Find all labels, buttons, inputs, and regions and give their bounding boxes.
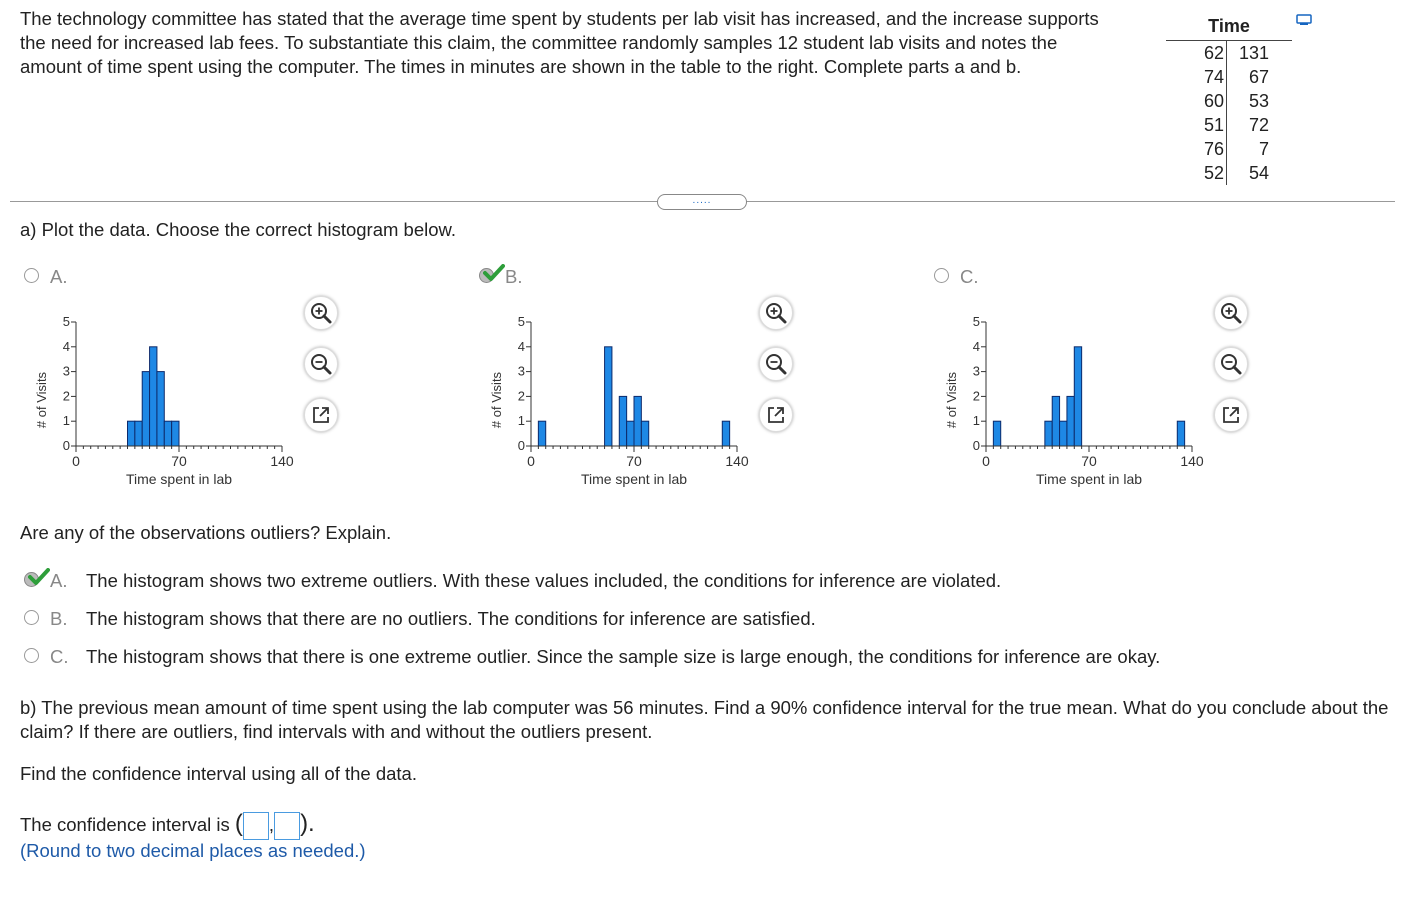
y-tick-label: 5 xyxy=(62,314,70,329)
x-tick-label: 70 xyxy=(1081,453,1097,469)
data-table xyxy=(1166,14,1292,185)
zoom-in-icon xyxy=(760,297,792,329)
zoom-out-button[interactable] xyxy=(759,347,793,381)
part-b-subprompt: Find the confidence interval using all of the data. xyxy=(20,763,417,784)
correct-check-icon xyxy=(28,568,50,586)
data-cell: 54 xyxy=(1248,163,1269,183)
data-cell: 76 xyxy=(1203,139,1224,159)
x-axis-label: Time spent in lab xyxy=(125,471,233,487)
expand-button[interactable] xyxy=(304,398,338,432)
outlier-option-text[interactable]: The histogram shows that there is one extreme outlier. Since the sample size is large enough, the conditions for inference are okay. xyxy=(86,646,1161,667)
histogram-bar xyxy=(142,372,149,446)
x-tick-label: 70 xyxy=(171,453,187,469)
y-tick-label: 0 xyxy=(517,438,525,453)
y-axis-label: # of Visits xyxy=(489,371,504,429)
y-tick-label: 2 xyxy=(972,388,980,404)
zoom-in-icon xyxy=(305,297,337,329)
outlier-option-text[interactable]: The histogram shows that there are no outliers. The conditions for inference are satisfied. xyxy=(86,608,816,629)
x-axis-label: Time spent in lab xyxy=(580,471,688,487)
histogram-bar xyxy=(722,421,729,446)
histogram-bar xyxy=(641,421,648,446)
histogram-chart xyxy=(485,310,765,495)
ci-answer-row xyxy=(20,809,315,839)
expand-icon xyxy=(760,399,792,431)
ci-close-paren: ). xyxy=(300,810,315,837)
part-b-prompt: b) The previous mean amount of time spent using the lab computer was 56 minutes. Find a 90% confidence interval for the true mean. What do you conclude about the claim? If there are outliers, find intervals with and without the outliers present. xyxy=(20,697,1389,742)
data-cell: 51 xyxy=(1203,115,1224,135)
expand-more-button[interactable]: ..... xyxy=(657,194,747,210)
data-cell: 131 xyxy=(1238,43,1269,63)
data-cell: 60 xyxy=(1203,91,1224,111)
x-tick-label: 0 xyxy=(982,453,990,469)
histogram-chart xyxy=(940,310,1220,495)
histogram-bar xyxy=(538,421,545,446)
histogram-bar xyxy=(1045,421,1052,446)
outlier-option-radio[interactable] xyxy=(24,610,39,625)
data-table-header: Time xyxy=(1166,14,1292,41)
expand-button[interactable] xyxy=(1214,398,1248,432)
y-axis-label: # of Visits xyxy=(34,371,49,429)
histogram-chart xyxy=(30,310,310,495)
outlier-option-letter: A. xyxy=(50,570,68,591)
histogram-bar xyxy=(605,347,612,446)
y-tick-label: 4 xyxy=(517,338,525,354)
histogram-bar xyxy=(1074,347,1081,446)
data-cell: 74 xyxy=(1203,67,1224,87)
ci-lower-input[interactable] xyxy=(243,812,269,840)
histogram-bar xyxy=(1052,396,1059,446)
y-tick-label: 5 xyxy=(972,314,980,329)
histogram-option-letter: A. xyxy=(50,266,68,287)
data-cell: 7 xyxy=(1258,139,1269,159)
y-tick-label: 3 xyxy=(517,363,525,379)
correct-check-icon xyxy=(483,264,505,282)
histogram-bar xyxy=(150,347,157,446)
y-tick-label: 0 xyxy=(62,438,70,453)
x-tick-label: 70 xyxy=(626,453,642,469)
histogram-bar xyxy=(1067,396,1074,446)
x-tick-label: 140 xyxy=(1180,453,1204,469)
histogram-bar xyxy=(128,421,135,446)
histogram-option-letter: B. xyxy=(505,266,523,287)
expand-button[interactable] xyxy=(759,398,793,432)
y-tick-label: 1 xyxy=(62,413,70,429)
histogram-bar xyxy=(1177,421,1184,446)
histogram-option-radio[interactable] xyxy=(934,268,949,283)
histogram-bar xyxy=(164,421,171,446)
zoom-in-button[interactable] xyxy=(1214,296,1248,330)
y-tick-label: 4 xyxy=(972,338,980,354)
y-tick-label: 1 xyxy=(517,413,525,429)
x-tick-label: 0 xyxy=(527,453,535,469)
x-axis-label: Time spent in lab xyxy=(1035,471,1143,487)
zoom-in-icon xyxy=(1215,297,1247,329)
round-note: (Round to two decimal places as needed.) xyxy=(20,840,366,861)
histogram-bar xyxy=(627,421,634,446)
zoom-out-icon xyxy=(305,348,337,380)
ci-label: The confidence interval is xyxy=(20,814,230,835)
zoom-in-button[interactable] xyxy=(759,296,793,330)
ci-upper-input[interactable] xyxy=(274,812,300,840)
x-tick-label: 140 xyxy=(725,453,749,469)
problem-intro: The technology committee has stated that the average time spent by students per lab visit has increased, and the increase supports the need for increased lab fees. To substantiate this claim, the committee randomly samples 12 student lab visits and notes the amount of time spent using the computer. The times in minutes are shown in the table to the right. Complete parts a and b. xyxy=(20,8,1099,77)
outliers-prompt: Are any of the observations outliers? Explain. xyxy=(20,522,392,543)
expand-icon xyxy=(1215,399,1247,431)
x-tick-label: 0 xyxy=(72,453,80,469)
data-cell: 53 xyxy=(1248,91,1269,111)
histogram-bar xyxy=(1060,421,1067,446)
x-tick-label: 140 xyxy=(270,453,294,469)
histogram-bar xyxy=(634,396,641,446)
y-tick-label: 0 xyxy=(972,438,980,453)
zoom-out-button[interactable] xyxy=(1214,347,1248,381)
ci-separator: , xyxy=(268,814,275,835)
zoom-in-button[interactable] xyxy=(304,296,338,330)
zoom-out-button[interactable] xyxy=(304,347,338,381)
y-tick-label: 5 xyxy=(517,314,525,329)
histogram-option-letter: C. xyxy=(960,266,979,287)
data-cell: 67 xyxy=(1248,67,1269,87)
ci-open-paren: ( xyxy=(234,810,243,837)
histogram-bar xyxy=(157,372,164,446)
outlier-option-letter: C. xyxy=(50,646,69,667)
zoom-out-icon xyxy=(760,348,792,380)
histogram-bar xyxy=(993,421,1000,446)
part-a-prompt: a) Plot the data. Choose the correct histogram below. xyxy=(20,219,457,240)
outlier-option-letter: B. xyxy=(50,608,68,629)
histogram-bar xyxy=(172,421,179,446)
outlier-option-radio[interactable] xyxy=(24,648,39,663)
histogram-option-radio[interactable] xyxy=(24,268,39,283)
zoom-out-icon xyxy=(1215,348,1247,380)
popout-icon[interactable] xyxy=(1296,14,1312,26)
histogram-bar xyxy=(619,396,626,446)
y-tick-label: 2 xyxy=(517,388,525,404)
outlier-option-text[interactable]: The histogram shows two extreme outliers. With these values included, the conditions for inference are violated. xyxy=(86,570,1002,591)
data-cell: 62 xyxy=(1203,43,1224,63)
expand-icon xyxy=(305,399,337,431)
y-tick-label: 3 xyxy=(62,363,70,379)
data-cell: 52 xyxy=(1203,163,1224,183)
y-tick-label: 3 xyxy=(972,363,980,379)
y-tick-label: 2 xyxy=(62,388,70,404)
y-axis-label: # of Visits xyxy=(944,371,959,429)
y-tick-label: 1 xyxy=(972,413,980,429)
histogram-bar xyxy=(135,421,142,446)
y-tick-label: 4 xyxy=(62,338,70,354)
data-cell: 72 xyxy=(1248,115,1269,135)
